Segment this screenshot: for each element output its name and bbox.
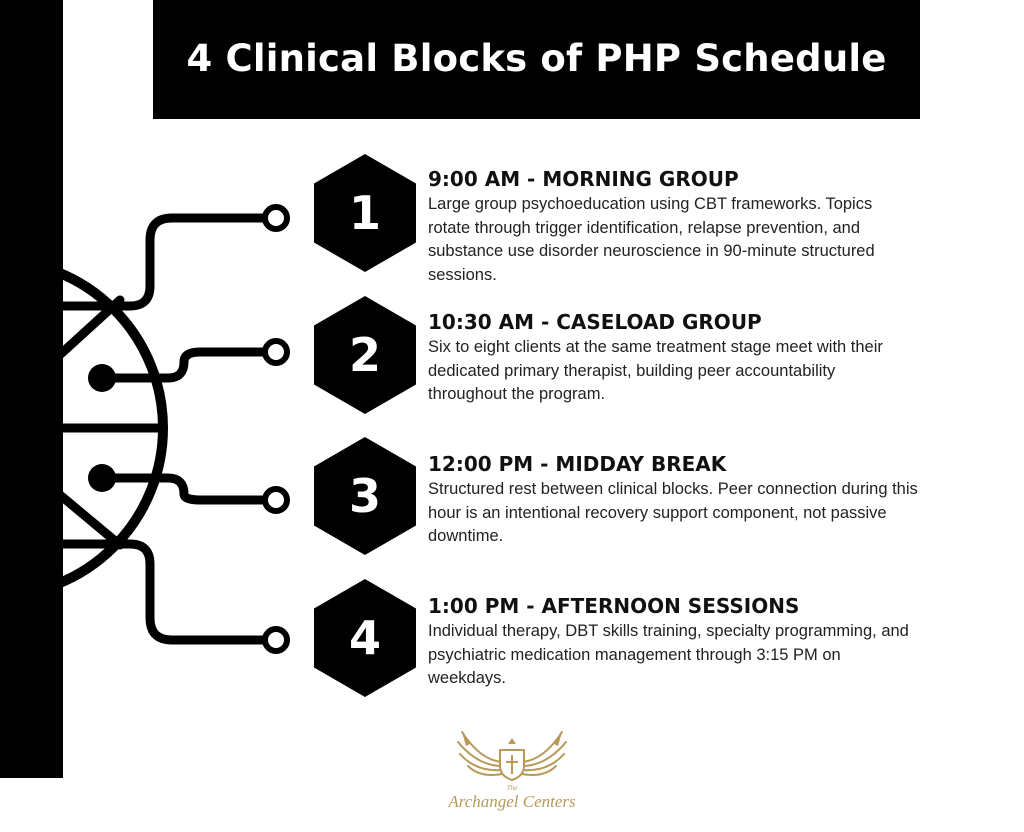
block-description: Individual therapy, DBT skills training, specialty programming, and psychiatric medication management through 3:15 PM on weekdays. [428,622,909,687]
block-description: Large group psychoeducation using CBT frameworks. Topics rotate through trigger identification, relapse prevention, and substance use disorder neuroscience in 90-minute structured sessions. [428,195,875,284]
schedule-block-1 [428,167,918,287]
block-title: 12:00 PM - MIDDAY BREAK [428,452,727,476]
step-number: 3 [348,469,381,523]
winged-shield-icon [440,722,584,786]
logo-name: Archangel Centers [448,792,576,811]
archangel-centers-logo [440,722,584,818]
step-hexagon-2 [314,296,416,414]
schedule-block-3 [428,452,918,549]
block-description: Six to eight clients at the same treatment stage meet with their dedicated primary therapist, building peer accountability throughout the program. [428,338,883,403]
schedule-block-2 [428,310,918,407]
step-hexagon-1 [314,154,416,272]
step-number: 4 [348,611,381,665]
block-title: 10:30 AM - CASELOAD GROUP [428,310,762,334]
circuit-terminals [265,207,287,651]
step-hexagon-3 [314,437,416,555]
block-description: Structured rest between clinical blocks. Peer connection during this hour is an intentional recovery support component, not passive downtime. [428,480,918,545]
block-title: 1:00 PM - AFTERNOON SESSIONS [428,594,800,618]
page-title: 4 Clinical Blocks of PHP Schedule [186,37,887,80]
schedule-block-4 [428,594,918,691]
step-hexagon-4 [314,579,416,697]
step-number: 1 [348,186,381,240]
block-title: 9:00 AM - MORNING GROUP [428,167,739,191]
logo-small-text: The [506,784,518,792]
step-number: 2 [348,328,381,382]
